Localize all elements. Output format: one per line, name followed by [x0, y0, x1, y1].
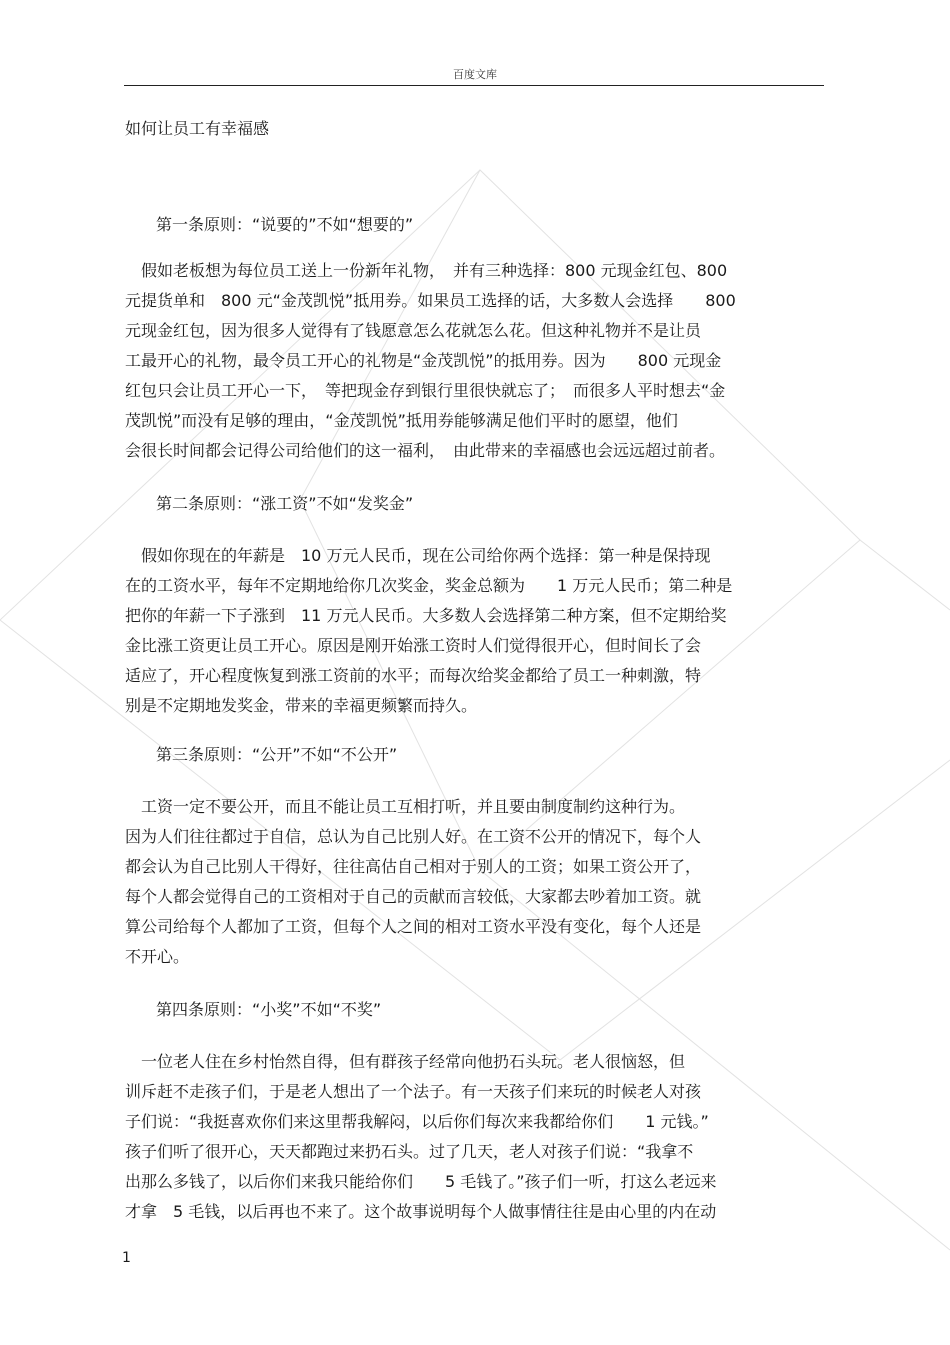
text-line: 元现金红包，因为很多人觉得有了钱愿意怎么花就怎么花。但这种礼物并不是让员: [125, 321, 702, 340]
text-line: 才拿 5 毛钱，以后再也不来了。这个故事说明每个人做事情往往是由心里的内在动: [125, 1202, 717, 1221]
header-divider: [124, 85, 824, 86]
text-line: 在的工资水平，每年不定期地给你几次奖金，奖金总额为 1 万元人民币；第二种是: [125, 576, 733, 595]
text-line: 工最开心的礼物，最令员工开心的礼物是“金茂凯悦”的抵用券。因为 800 元现金: [125, 351, 722, 370]
section-1-paragraph: [125, 256, 830, 466]
text-line: 别是不定期地发奖金，带来的幸福更频繁而持久。: [125, 696, 478, 715]
text-line: 红包只会让员工开心一下， 等把现金存到银行里很快就忘了； 而很多人平时想去“金: [125, 381, 726, 400]
text-line: 孩子们听了很开心，天天都跑过来扔石头。过了几天，老人对孩子们说：“我拿不: [125, 1142, 694, 1161]
text-line: 假如你现在的年薪是 10 万元人民币，现在公司给你两个选择：第一种是保持现: [125, 546, 711, 565]
page-number: 1: [122, 1250, 131, 1266]
header-site-label: 百度文库: [453, 68, 497, 81]
section-2-heading: 第二条原则：“涨工资”不如“发奖金”: [156, 494, 414, 513]
text-line: 训斥赶不走孩子们，于是老人想出了一个法子。有一天孩子们来玩的时候老人对孩: [125, 1082, 702, 1101]
text-line: 会很长时间都会记得公司给他们的这一福利， 由此带来的幸福感也会远远超过前者。: [125, 441, 726, 460]
text-line: 金比涨工资更让员工开心。原因是刚开始涨工资时人们觉得很开心，但时间长了会: [125, 636, 702, 655]
text-line: 不开心。: [125, 947, 190, 966]
text-line: 一位老人住在乡村怡然自得，但有群孩子经常向他扔石头玩。老人很恼怒，但: [125, 1052, 686, 1071]
text-line: 元提货单和 800 元“金茂凯悦”抵用券。如果员工选择的话，大多数人会选择 800: [125, 291, 736, 310]
text-line: 都会认为自己比别人干得好，往往高估自己相对于别人的工资；如果工资公开了，: [125, 857, 702, 876]
text-line: 适应了，开心程度恢复到涨工资前的水平；而每次给奖金都给了员工一种刺激，特: [125, 666, 702, 685]
section-4-heading: 第四条原则：“小奖”不如“不奖”: [156, 1000, 382, 1019]
text-line: 茂凯悦”而没有足够的理由，“金茂凯悦”抵用券能够满足他们平时的愿望，他们: [125, 411, 678, 430]
text-line: 工资一定不要公开，而且不能让员工互相打听，并且要由制度制约这种行为。: [125, 797, 686, 816]
document-title: 如何让员工有幸福感: [125, 119, 270, 138]
text-line: 把你的年薪一下子涨到 11 万元人民币。大多数人会选择第二种方案，但不定期给奖: [125, 606, 727, 625]
section-2-paragraph: [125, 541, 830, 721]
text-line: 算公司给每个人都加了工资，但每个人之间的相对工资水平没有变化，每个人还是: [125, 917, 702, 936]
text-line: 因为人们往往都过于自信，总认为自己比别人好。在工资不公开的情况下，每个人: [125, 827, 702, 846]
text-line: 每个人都会觉得自己的工资相对于自己的贡献而言较低，大家都去吵着加工资。就: [125, 887, 702, 906]
text-line: 出那么多钱了，以后你们来我只能给你们 5 毛钱了。”孩子们一听，打这么老远来: [125, 1172, 717, 1191]
section-4-paragraph: [125, 1047, 830, 1227]
section-3-heading: 第三条原则：“公开”不如“不公开”: [156, 745, 398, 764]
section-3-paragraph: [125, 792, 830, 972]
text-line: 假如老板想为每位员工送上一份新年礼物， 并有三种选择：800 元现金红包、800: [125, 261, 728, 280]
text-line: 子们说：“我挺喜欢你们来这里帮我解闷，以后你们每次来我都给你们 1 元钱。”: [125, 1112, 709, 1131]
section-1-heading: 第一条原则：“说要的”不如“想要的”: [156, 215, 414, 234]
